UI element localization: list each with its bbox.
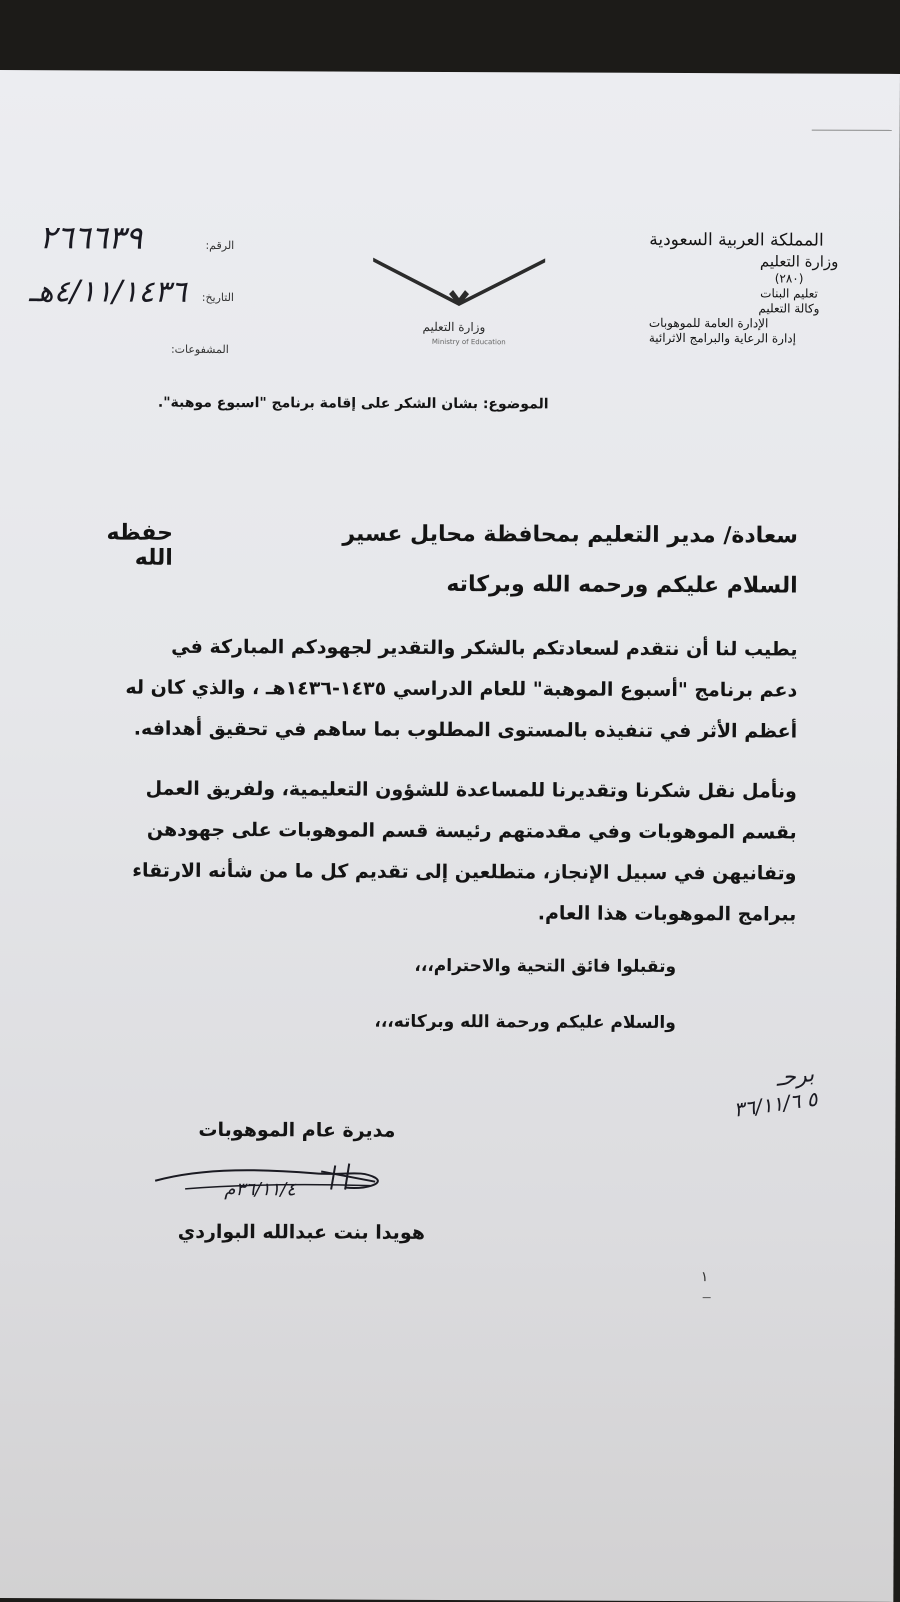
paragraph-2 bbox=[96, 768, 797, 935]
logo-name-en: Ministry of Education bbox=[431, 337, 506, 347]
paragraph-2-line: ونأمل نقل شكرنا وتقديرنا للمساعدة للشؤون التعليمية، ولفريق العمل bbox=[145, 777, 797, 803]
closing-greeting: والسلام عليكم ورحمة الله وبركاته،،، bbox=[374, 1011, 676, 1033]
general-admin: الإدارة العامة للموهوبات bbox=[648, 315, 769, 331]
top-rule bbox=[812, 130, 892, 131]
kingdom-name: المملكة العربية السعودية bbox=[649, 229, 824, 251]
paragraph-2-line: وتفانيهن في سبيل الإنجاز، متطلعين إلى تقديم كل ما من شأنه الارتقاء bbox=[132, 859, 797, 885]
ministry-logo-icon bbox=[369, 250, 549, 311]
page-mark: ١ bbox=[700, 1269, 709, 1286]
paragraph-2-line: بقسم الموهوبات وفي مقدمتهم رئيسة قسم الموهوبات على جهودهن bbox=[146, 818, 797, 844]
logo-name-ar: وزارة التعليم bbox=[422, 319, 486, 335]
signatory-name: هويدا بنت عبدالله البواردي bbox=[177, 1220, 425, 1244]
closing-regards: وتقبلوا فائق التحية والاحترام،،، bbox=[414, 955, 677, 977]
ministry-logo bbox=[369, 250, 549, 361]
handwritten-note-line: ٥ ٣٦/١١/٦ bbox=[732, 1086, 819, 1122]
subject-line: الموضوع: بشان الشكر على إقامة برنامج "اسبوع موهبة". bbox=[157, 394, 549, 413]
signature-date: ٣٦/١١/٤م bbox=[224, 1179, 296, 1201]
paragraph-1-line: يطيب لنا أن نتقدم لسعادتكم بالشكر والتقدير لجهودكم المباركة في bbox=[171, 635, 798, 661]
paragraph-2-line: ببرامج الموهوبات هذا العام. bbox=[537, 902, 797, 926]
paragraph-1-line: دعم برنامج "أسبوع الموهبة" للعام الدراسي ١٤٣٥-١٤٣٦هـ ، والذي كان له bbox=[125, 676, 798, 702]
handwritten-note bbox=[654, 1062, 819, 1132]
attachments-label: المشفوعات: bbox=[170, 342, 229, 357]
paragraph-1 bbox=[97, 626, 798, 752]
office-code: (٢٨٠) bbox=[774, 271, 804, 286]
page-mark-dash bbox=[703, 1297, 711, 1298]
girls-education: تعليم البنات bbox=[760, 286, 818, 301]
agency-name: وكالة التعليم bbox=[758, 301, 820, 316]
paragraph-1-line: أعظم الأثر في تنفيذه بالمستوى المطلوب بما ساهم في تحقيق أهدافه. bbox=[133, 717, 798, 743]
date-label: التاريخ: bbox=[201, 290, 235, 305]
handwritten-note-line: برحـ bbox=[774, 1061, 816, 1092]
date-value: ٤/١١/١٤٣٦هـ bbox=[28, 274, 187, 310]
ministry-name: وزارة التعليم bbox=[759, 252, 839, 271]
greeting-line: السلام عليكم ورحمه الله وبركاته bbox=[446, 571, 798, 599]
care-admin: إدارة الرعاية والبرامج الاثرائية bbox=[648, 330, 797, 346]
letter-page bbox=[0, 70, 900, 1602]
number-label: الرقم: bbox=[205, 238, 235, 253]
signatory-title: مديرة عام الموهوبات bbox=[198, 1118, 396, 1142]
honorific: حفظه الله bbox=[106, 520, 174, 571]
signature bbox=[145, 1159, 405, 1220]
number-value: ٢٦٦٦٣٩ bbox=[39, 218, 143, 257]
header-right bbox=[649, 229, 890, 347]
addressee-line: سعادة/ مدير التعليم بمحافظة محايل عسير bbox=[342, 521, 799, 549]
